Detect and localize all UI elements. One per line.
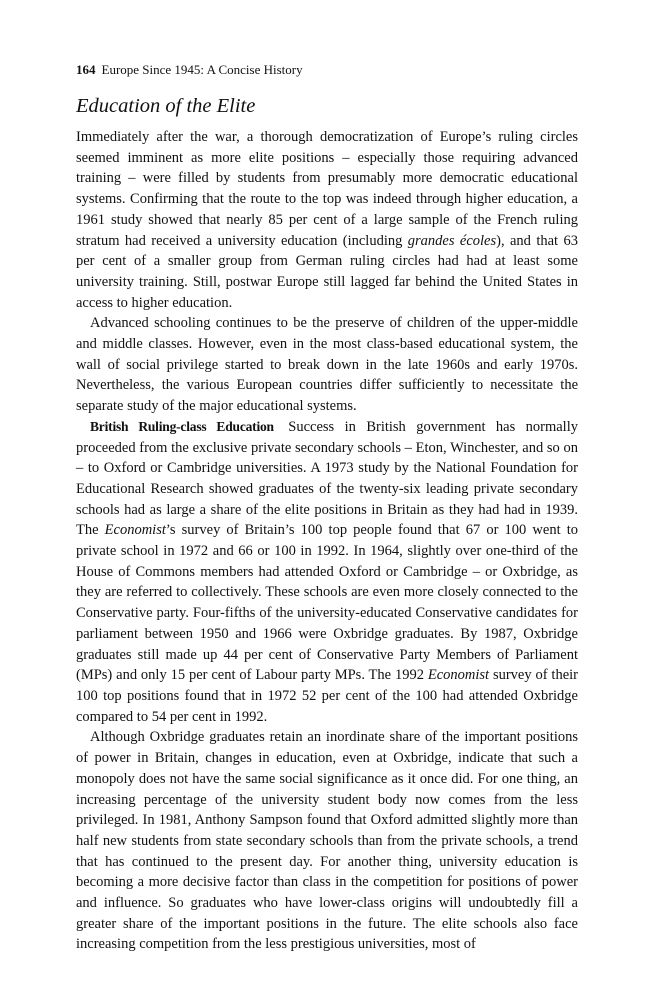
paragraph-1-text-a: Immediately after the war, a thorough democratization of Europe’s ruling circles seemed imminent as more elite positions – especially those requiring advanced training – were filled by students from presumably more democratic educational systems. Confirming that the route to the top was indeed through higher education, a 1961 study showed that nearly 85 per cent of a large sample of the French ruling stratum had received a university education (including xyxy=(76,129,578,249)
paragraph-1 xyxy=(76,127,578,313)
paragraph-3-text-b: ’s survey of Britain’s 100 top people found that 67 or 100 went to private school in 1972 and 66 or 100 in 1992. In 1964, slightly over one-third of the House of Commons members had attended Oxford or Cambridge – or Oxbridge, as they are referred to collectively. These schools are even more closely connected to the Conservative party. Four-fifths of the university-educated Conservative candidates for parliament between 1950 and 1966 were Oxbridge graduates. By 1987, Oxbridge graduates still made up 44 per cent of Conservative Party Members of Parliament (MPs) and only 15 per cent of Labour party MPs. The 1992 xyxy=(76,522,578,684)
paragraph-3-italic-2: Economist xyxy=(427,667,490,684)
section-title: Education of the Elite xyxy=(76,95,256,117)
paragraph-2: Advanced schooling continues to be the preserve of children of the upper-middle and middle classes. However, even in the most class-based educational system, the wall of social privilege started to break down in the late 1960s and early 1970s. Nevertheless, the various European countries differ sufficiently to necessitate the separate study of the major educational systems. xyxy=(76,315,578,415)
paragraph-1-italic: grandes écoles xyxy=(407,232,497,249)
running-head xyxy=(76,62,578,78)
body-text xyxy=(76,127,578,955)
book-title: Europe Since 1945: A Concise History xyxy=(101,62,303,77)
paragraph-3 xyxy=(76,417,578,728)
paragraph-3-italic-1: Economist xyxy=(104,522,166,539)
paragraph-4: Although Oxbridge graduates retain an inordinate share of the important positions of power in Britain, changes in education, even at Oxbridge, indicate that such a monopoly does not have the same social significance as it once did. For one thing, an increasing percentage of the university student body now comes from the less privileged. In 1981, Anthony Sampson found that Oxford admitted slightly more than half new students from state secondary schools than from the private schools, a trend that has continued to the present day. For another thing, university education is becoming a more decisive factor than class in the competition for positions of power and influence. So graduates who have lower-class origins will undoubtedly fill a greater share of the important positions in the future. The elite schools also face increasing competition from the less prestigious universities, most of xyxy=(76,729,578,953)
page-number: 164 xyxy=(76,62,96,77)
paragraph-1-text-b: ), and that 63 per cent of a smaller group from German ruling circles had had at least some university training. Still, postwar Europe still lagged far behind the United States in access to higher education. xyxy=(76,232,578,311)
runin-heading: British Ruling-class Education xyxy=(90,418,274,434)
paragraph-3-text-c: survey of their 100 top positions found that in 1972 52 per cent of the 100 had attended Oxbridge compared to 54 per cent in 1992. xyxy=(76,667,579,725)
paragraph-3-text-a: Success in British government has normally proceeded from the exclusive private secondary schools – Eton, Winchester, and so on – to Oxford or Cambridge universities. A 1973 study by the National Foundation for Educational Research showed graduates of the twenty-six leading private secondary schools had as large a share of the elite positions in Britain as they had had in 1939. The xyxy=(76,418,578,539)
